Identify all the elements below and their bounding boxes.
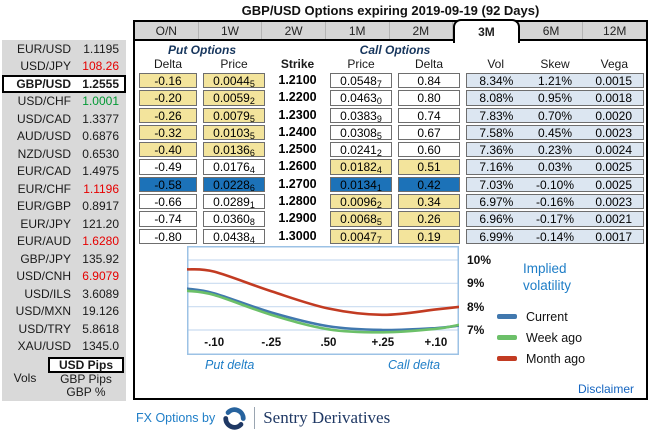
currency-pair-label: USD/MXN — [15, 304, 71, 319]
legend-items — [497, 306, 645, 369]
disclaimer-link[interactable]: Disclaimer — [577, 382, 634, 396]
call-price-sub-digit: 9 — [376, 113, 382, 124]
tab-2w[interactable]: 2W — [262, 22, 326, 39]
currency-pair-value: 0.6530 — [82, 146, 119, 161]
call-price-cell — [330, 73, 392, 88]
vega-value: 0.0017 — [595, 229, 633, 244]
brand-divider — [254, 407, 255, 429]
vol-skew-vega-cell — [466, 108, 644, 123]
sidebar-quote-row-eur-gbp[interactable] — [2, 198, 126, 216]
call-price-main: 0.0047 — [340, 229, 377, 244]
put-delta-cell: -0.32 — [139, 125, 197, 140]
strike-cell: 1.2300 — [278, 107, 317, 122]
put-price-sub-digit: 5 — [249, 113, 255, 124]
legend-line-swatch — [497, 335, 517, 340]
vol-skew-vega-cell — [466, 229, 644, 244]
options-table — [136, 43, 645, 246]
currency-pair-label: EUR/USD — [16, 41, 71, 56]
sidebar-quote-row-gbp-usd[interactable] — [2, 75, 126, 93]
page-title: GBP/USD Options expiring 2019-09-19 (92 Days) — [241, 3, 540, 18]
strike-cell: 1.2600 — [278, 159, 317, 174]
sidebar-quote-row-usd-cnh[interactable] — [2, 268, 126, 286]
put-price-cell — [203, 142, 265, 157]
put-delta-cell: -0.74 — [139, 211, 197, 226]
vol-value: 8.08% — [479, 91, 514, 106]
options-table-row-strike-1.2100[interactable] — [136, 73, 645, 88]
call-price-sub-digit: 7 — [376, 234, 382, 245]
currency-pair-value: 1.1195 — [83, 41, 119, 56]
vega-value: 0.0024 — [595, 143, 633, 158]
col-header-vega: Vega — [600, 57, 628, 71]
put-price-main: 0.0044 — [213, 74, 250, 88]
volatility-smile-chart — [187, 246, 459, 355]
call-price-main: 0.0383 — [340, 108, 377, 123]
currency-pair-label: USD/CNH — [16, 269, 71, 284]
call-price-main: 0.0548 — [340, 74, 377, 88]
sidebar-quote-row-usd-jpy[interactable] — [2, 58, 126, 76]
put-delta-axis-caption: Put delta — [205, 358, 255, 372]
vega-value: 0.0015 — [595, 74, 633, 88]
call-options-header: Call Options — [359, 43, 431, 57]
currency-pair-value: 1.1196 — [83, 181, 119, 196]
call-price-main: 0.0241 — [340, 143, 377, 158]
put-price-sub-digit: 4 — [249, 165, 255, 176]
call-price-cell — [330, 125, 392, 140]
col-header-put-price: Price — [220, 57, 248, 71]
col-header-put-delta: Delta — [153, 57, 182, 71]
call-delta-cell: 0.26 — [398, 211, 460, 226]
tab-6m[interactable]: 6M — [520, 22, 584, 39]
put-price-sub-digit: 5 — [249, 130, 255, 141]
currency-pair-label: EUR/CHF — [17, 181, 71, 196]
currency-pair-label: GBP/JPY — [20, 251, 71, 266]
currency-pair-label: USD/JPY — [20, 59, 71, 74]
put-price-main: 0.0059 — [213, 91, 250, 106]
put-price-main: 0.0136 — [213, 143, 250, 158]
put-price-sub-digit: 8 — [249, 217, 255, 228]
currency-pair-label: GBP/USD — [16, 76, 71, 91]
vol-value: 8.34% — [479, 74, 514, 88]
col-header-strike: Strike — [280, 57, 315, 71]
legend-label: Week ago — [526, 330, 583, 345]
put-delta-cell: -0.16 — [139, 73, 197, 88]
x-tick-label--.25: -.25 — [261, 337, 282, 349]
call-price-cell — [330, 108, 392, 123]
series-line-month-ago — [187, 269, 459, 315]
currency-pair-value: 5.8618 — [82, 321, 119, 336]
skew-value: 1.21% — [537, 74, 572, 88]
vega-value: 0.0021 — [595, 212, 633, 227]
vol-skew-vega-cell — [466, 177, 644, 192]
chart-legend — [497, 260, 645, 369]
strike-cell: 1.2700 — [278, 176, 317, 191]
vols-label: Vols — [13, 371, 37, 385]
call-price-main: 0.0134 — [340, 177, 377, 192]
call-price-cell — [330, 142, 392, 157]
put-price-cell — [203, 194, 265, 209]
call-price-cell — [330, 211, 392, 226]
vega-value: 0.0025 — [595, 177, 633, 192]
tab-1m[interactable]: 1M — [326, 22, 390, 39]
options-table-row-strike-1.2700[interactable] — [136, 177, 645, 192]
vol-skew-vega-cell — [466, 90, 644, 105]
currency-pair-label: EUR/CAD — [16, 164, 71, 179]
legend-item-month-ago — [497, 348, 645, 369]
options-table-row-strike-1.2400[interactable] — [136, 125, 645, 140]
legend-line-swatch — [497, 356, 517, 361]
put-price-main: 0.0289 — [213, 195, 250, 210]
put-price-cell — [203, 229, 265, 244]
sidebar-quote-row-eur-jpy[interactable] — [2, 215, 126, 233]
currency-pair-value: 135.92 — [82, 251, 119, 266]
skew-value: -0.10% — [535, 177, 574, 192]
strike-cell: 1.2800 — [278, 194, 317, 209]
currency-pair-label: EUR/AUD — [16, 234, 71, 249]
skew-value: 0.70% — [537, 108, 572, 123]
put-delta-cell: -0.40 — [139, 142, 197, 157]
sidebar-quote-row-aud-usd[interactable] — [2, 128, 126, 146]
call-price-cell — [330, 90, 392, 105]
put-price-cell — [203, 177, 265, 192]
currency-pair-value: 0.6876 — [82, 129, 119, 144]
strike-cell: 1.2200 — [278, 90, 317, 105]
currency-pair-label: USD/ILS — [24, 286, 71, 301]
vol-mode-usd-pips[interactable]: USD Pips — [48, 357, 124, 373]
sidebar-quote-row-usd-cad[interactable] — [2, 110, 126, 128]
brand-name-text: Sentry Derivatives — [263, 408, 391, 427]
put-price-cell — [203, 90, 265, 105]
call-price-sub-digit: 5 — [376, 217, 382, 228]
legend-title: Implied volatility — [523, 261, 572, 293]
options-table-row-strike-1.2600[interactable] — [136, 159, 645, 174]
currency-pair-value: 1345.0 — [82, 339, 119, 354]
vol-value: 7.58% — [479, 125, 514, 140]
col-header-vol: Vol — [487, 57, 504, 71]
call-price-cell — [330, 159, 392, 174]
options-table-row-strike-1.2800[interactable] — [136, 194, 645, 209]
call-delta-cell: 0.34 — [398, 194, 460, 209]
tab-2m[interactable]: 2M — [390, 22, 454, 39]
col-header-vol-skew-vega — [466, 57, 644, 73]
vega-value: 0.0023 — [595, 195, 633, 210]
y-tick-label-8%: 8% — [467, 299, 485, 314]
call-price-sub-digit: 7 — [376, 79, 382, 89]
put-price-cell — [203, 159, 265, 174]
call-price-main: 0.0308 — [340, 125, 377, 140]
put-price-main: 0.0176 — [213, 160, 250, 175]
vega-value: 0.0020 — [595, 108, 633, 123]
currency-pair-label: USD/CAD — [16, 111, 71, 126]
legend-item-week-ago — [497, 327, 645, 348]
call-price-sub-digit: 2 — [376, 200, 382, 211]
currency-pair-value: 1.0001 — [82, 94, 119, 109]
call-delta-cell: 0.74 — [398, 108, 460, 123]
call-price-sub-digit: 0 — [376, 96, 382, 107]
strike-cell: 1.2500 — [278, 142, 317, 157]
sidebar-quote-row-gbp-jpy[interactable] — [2, 250, 126, 268]
vol-value: 7.36% — [479, 143, 514, 158]
call-delta-cell: 0.60 — [398, 142, 460, 157]
vol-mode-gbp-[interactable]: GBP % — [66, 385, 106, 399]
vol-skew-vega-cell — [466, 159, 644, 174]
col-header-call-price: Price — [347, 57, 375, 71]
vol-skew-vega-cell — [466, 211, 644, 226]
call-price-main: 0.0463 — [340, 91, 377, 106]
y-tick-label-9%: 9% — [467, 276, 485, 291]
x-tick-label-.50: .50 — [320, 337, 337, 349]
call-delta-cell: 0.80 — [398, 90, 460, 105]
vols-block — [2, 355, 126, 401]
vega-value: 0.0023 — [595, 125, 633, 140]
brand-prefix-text: FX Options by — [136, 411, 216, 425]
skew-value: 0.45% — [537, 125, 572, 140]
options-group-header-row — [136, 43, 645, 57]
currency-pair-label: EUR/GBP — [16, 199, 71, 214]
currency-pair-label: EUR/JPY — [20, 216, 71, 231]
put-delta-cell: -0.20 — [139, 90, 197, 105]
sidebar-quote-row-xau-usd[interactable] — [2, 338, 126, 356]
col-header-call-delta: Delta — [414, 57, 443, 71]
put-delta-cell: -0.58 — [139, 177, 197, 192]
skew-value: -0.17% — [535, 212, 574, 227]
call-delta-cell: 0.42 — [398, 177, 460, 192]
tab-1w[interactable]: 1W — [199, 22, 263, 39]
vol-value: 6.97% — [479, 195, 514, 210]
y-tick-label-7%: 7% — [467, 323, 485, 337]
currency-pair-label: AUD/USD — [16, 129, 71, 144]
vol-skew-vega-cell — [466, 194, 644, 209]
vol-mode-list — [48, 357, 124, 399]
vol-skew-vega-cell — [466, 142, 644, 157]
currency-pair-value: 1.6280 — [82, 234, 119, 249]
put-price-cell — [203, 108, 265, 123]
put-price-main: 0.0438 — [213, 229, 250, 244]
put-options-header: Put Options — [168, 43, 236, 57]
y-tick-label-10%: 10% — [467, 253, 492, 267]
currency-pair-label: USD/TRY — [18, 321, 71, 336]
strike-cell: 1.3000 — [278, 228, 317, 243]
legend-label: Month ago — [526, 351, 586, 366]
put-price-main: 0.0079 — [213, 108, 250, 123]
skew-value: -0.14% — [535, 229, 574, 244]
skew-value: 0.03% — [537, 160, 572, 175]
call-delta-cell: 0.19 — [398, 229, 460, 244]
put-price-cell — [203, 125, 265, 140]
put-price-sub-digit: 4 — [249, 234, 255, 245]
x-tick-label--.10: -.10 — [204, 337, 225, 349]
sidebar-quote-row-usd-ils[interactable] — [2, 285, 126, 303]
put-price-main: 0.0360 — [213, 212, 250, 227]
options-column-header-row — [136, 57, 645, 73]
skew-value: -0.16% — [535, 195, 574, 210]
strike-cell: 1.2100 — [278, 73, 317, 87]
sidebar-quote-row-nzd-usd[interactable] — [2, 145, 126, 163]
vol-value: 7.03% — [479, 177, 514, 192]
options-table-row-strike-1.3000[interactable] — [136, 229, 645, 244]
call-price-main: 0.0096 — [340, 195, 377, 210]
vol-value: 6.99% — [479, 229, 514, 244]
strike-cell: 1.2400 — [278, 124, 317, 139]
strike-cell: 1.2900 — [278, 211, 317, 226]
legend-item-current — [497, 306, 645, 327]
call-price-cell — [330, 194, 392, 209]
put-price-sub-digit: 1 — [249, 200, 255, 211]
put-delta-cell: -0.26 — [139, 108, 197, 123]
currency-pair-value: 19.126 — [82, 304, 119, 319]
sidebar-quote-row-usd-try[interactable] — [2, 320, 126, 338]
put-delta-cell: -0.49 — [139, 159, 197, 174]
put-price-cell — [203, 73, 265, 88]
sidebar-quote-row-eur-cad[interactable] — [2, 163, 126, 181]
put-price-sub-digit: 6 — [249, 182, 255, 193]
sidebar-quote-row-usd-mxn[interactable] — [2, 303, 126, 321]
x-tick-label-+.25: +.25 — [371, 337, 395, 349]
currency-pair-value: 3.6089 — [82, 286, 119, 301]
tenor-tabs — [135, 22, 646, 41]
sidebar-quote-row-eur-usd[interactable] — [2, 40, 126, 58]
put-delta-cell: -0.80 — [139, 229, 197, 244]
call-price-cell — [330, 229, 392, 244]
vega-value: 0.0025 — [595, 160, 633, 175]
x-tick-label-+.10: +.10 — [424, 337, 448, 349]
put-price-cell — [203, 211, 265, 226]
put-price-sub-digit: 6 — [249, 148, 255, 159]
quote-list — [2, 40, 126, 355]
currency-pair-label: XAU/USD — [17, 339, 71, 354]
call-price-sub-digit: 5 — [376, 130, 382, 141]
put-price-sub-digit: 5 — [249, 79, 255, 89]
sentry-swirl-logo-icon — [222, 406, 247, 431]
vol-value: 7.16% — [479, 160, 514, 175]
currency-pair-label: USD/CHF — [17, 94, 71, 109]
options-table-rows — [136, 73, 645, 244]
currency-pair-value: 1.2555 — [82, 76, 119, 91]
skew-value: 0.23% — [537, 143, 572, 158]
call-price-main: 0.0068 — [340, 212, 377, 227]
call-price-sub-digit: 1 — [376, 182, 382, 193]
vol-value: 7.83% — [479, 108, 514, 123]
currency-pair-value: 6.9079 — [82, 269, 119, 284]
tab-12m[interactable]: 12M — [603, 24, 627, 38]
call-delta-axis-caption: Call delta — [388, 358, 441, 372]
currency-sidebar — [2, 40, 126, 401]
options-table-row-strike-1.2200[interactable] — [136, 90, 645, 105]
currency-pair-value: 0.8917 — [82, 199, 119, 214]
legend-line-swatch — [497, 314, 517, 319]
call-price-sub-digit: 2 — [376, 148, 382, 159]
sidebar-quote-row-eur-aud[interactable] — [2, 233, 126, 251]
vol-value: 6.96% — [479, 212, 514, 227]
vol-mode-gbp-pips[interactable]: GBP Pips — [60, 372, 112, 386]
sidebar-quote-row-usd-chf[interactable] — [2, 93, 126, 111]
currency-pair-label: NZD/USD — [17, 146, 71, 161]
vega-value: 0.0018 — [595, 91, 633, 106]
skew-value: 0.95% — [537, 91, 572, 106]
brand-footer — [136, 404, 390, 432]
currency-pair-value: 108.26 — [82, 59, 119, 74]
call-delta-cell: 0.67 — [398, 125, 460, 140]
sidebar-quote-row-eur-chf[interactable] — [2, 180, 126, 198]
vol-skew-vega-cell — [466, 125, 644, 140]
currency-pair-value: 1.3377 — [82, 111, 119, 126]
call-price-main: 0.0182 — [340, 160, 377, 175]
call-price-cell — [330, 177, 392, 192]
put-price-sub-digit: 2 — [249, 96, 255, 107]
options-panel — [133, 20, 648, 400]
currency-pair-value: 121.20 — [82, 216, 119, 231]
col-header-skew: Skew — [540, 57, 570, 71]
call-delta-cell: 0.51 — [398, 159, 460, 174]
put-price-main: 0.0228 — [213, 177, 250, 192]
vol-skew-vega-cell — [466, 73, 644, 88]
put-price-main: 0.0103 — [213, 125, 250, 140]
options-table-row-strike-1.2900[interactable] — [136, 211, 645, 226]
call-price-sub-digit: 4 — [376, 165, 382, 176]
options-table-row-strike-1.2500[interactable] — [136, 142, 645, 157]
put-delta-cell: -0.66 — [139, 194, 197, 209]
tab-on[interactable]: O/N — [135, 22, 199, 39]
options-table-row-strike-1.2300[interactable] — [136, 108, 645, 123]
series-line-current — [187, 289, 459, 330]
tab-3m[interactable]: 3M — [453, 19, 520, 43]
legend-label: Current — [526, 309, 568, 324]
call-delta-cell: 0.84 — [398, 73, 460, 88]
currency-pair-value: 1.4975 — [82, 164, 119, 179]
